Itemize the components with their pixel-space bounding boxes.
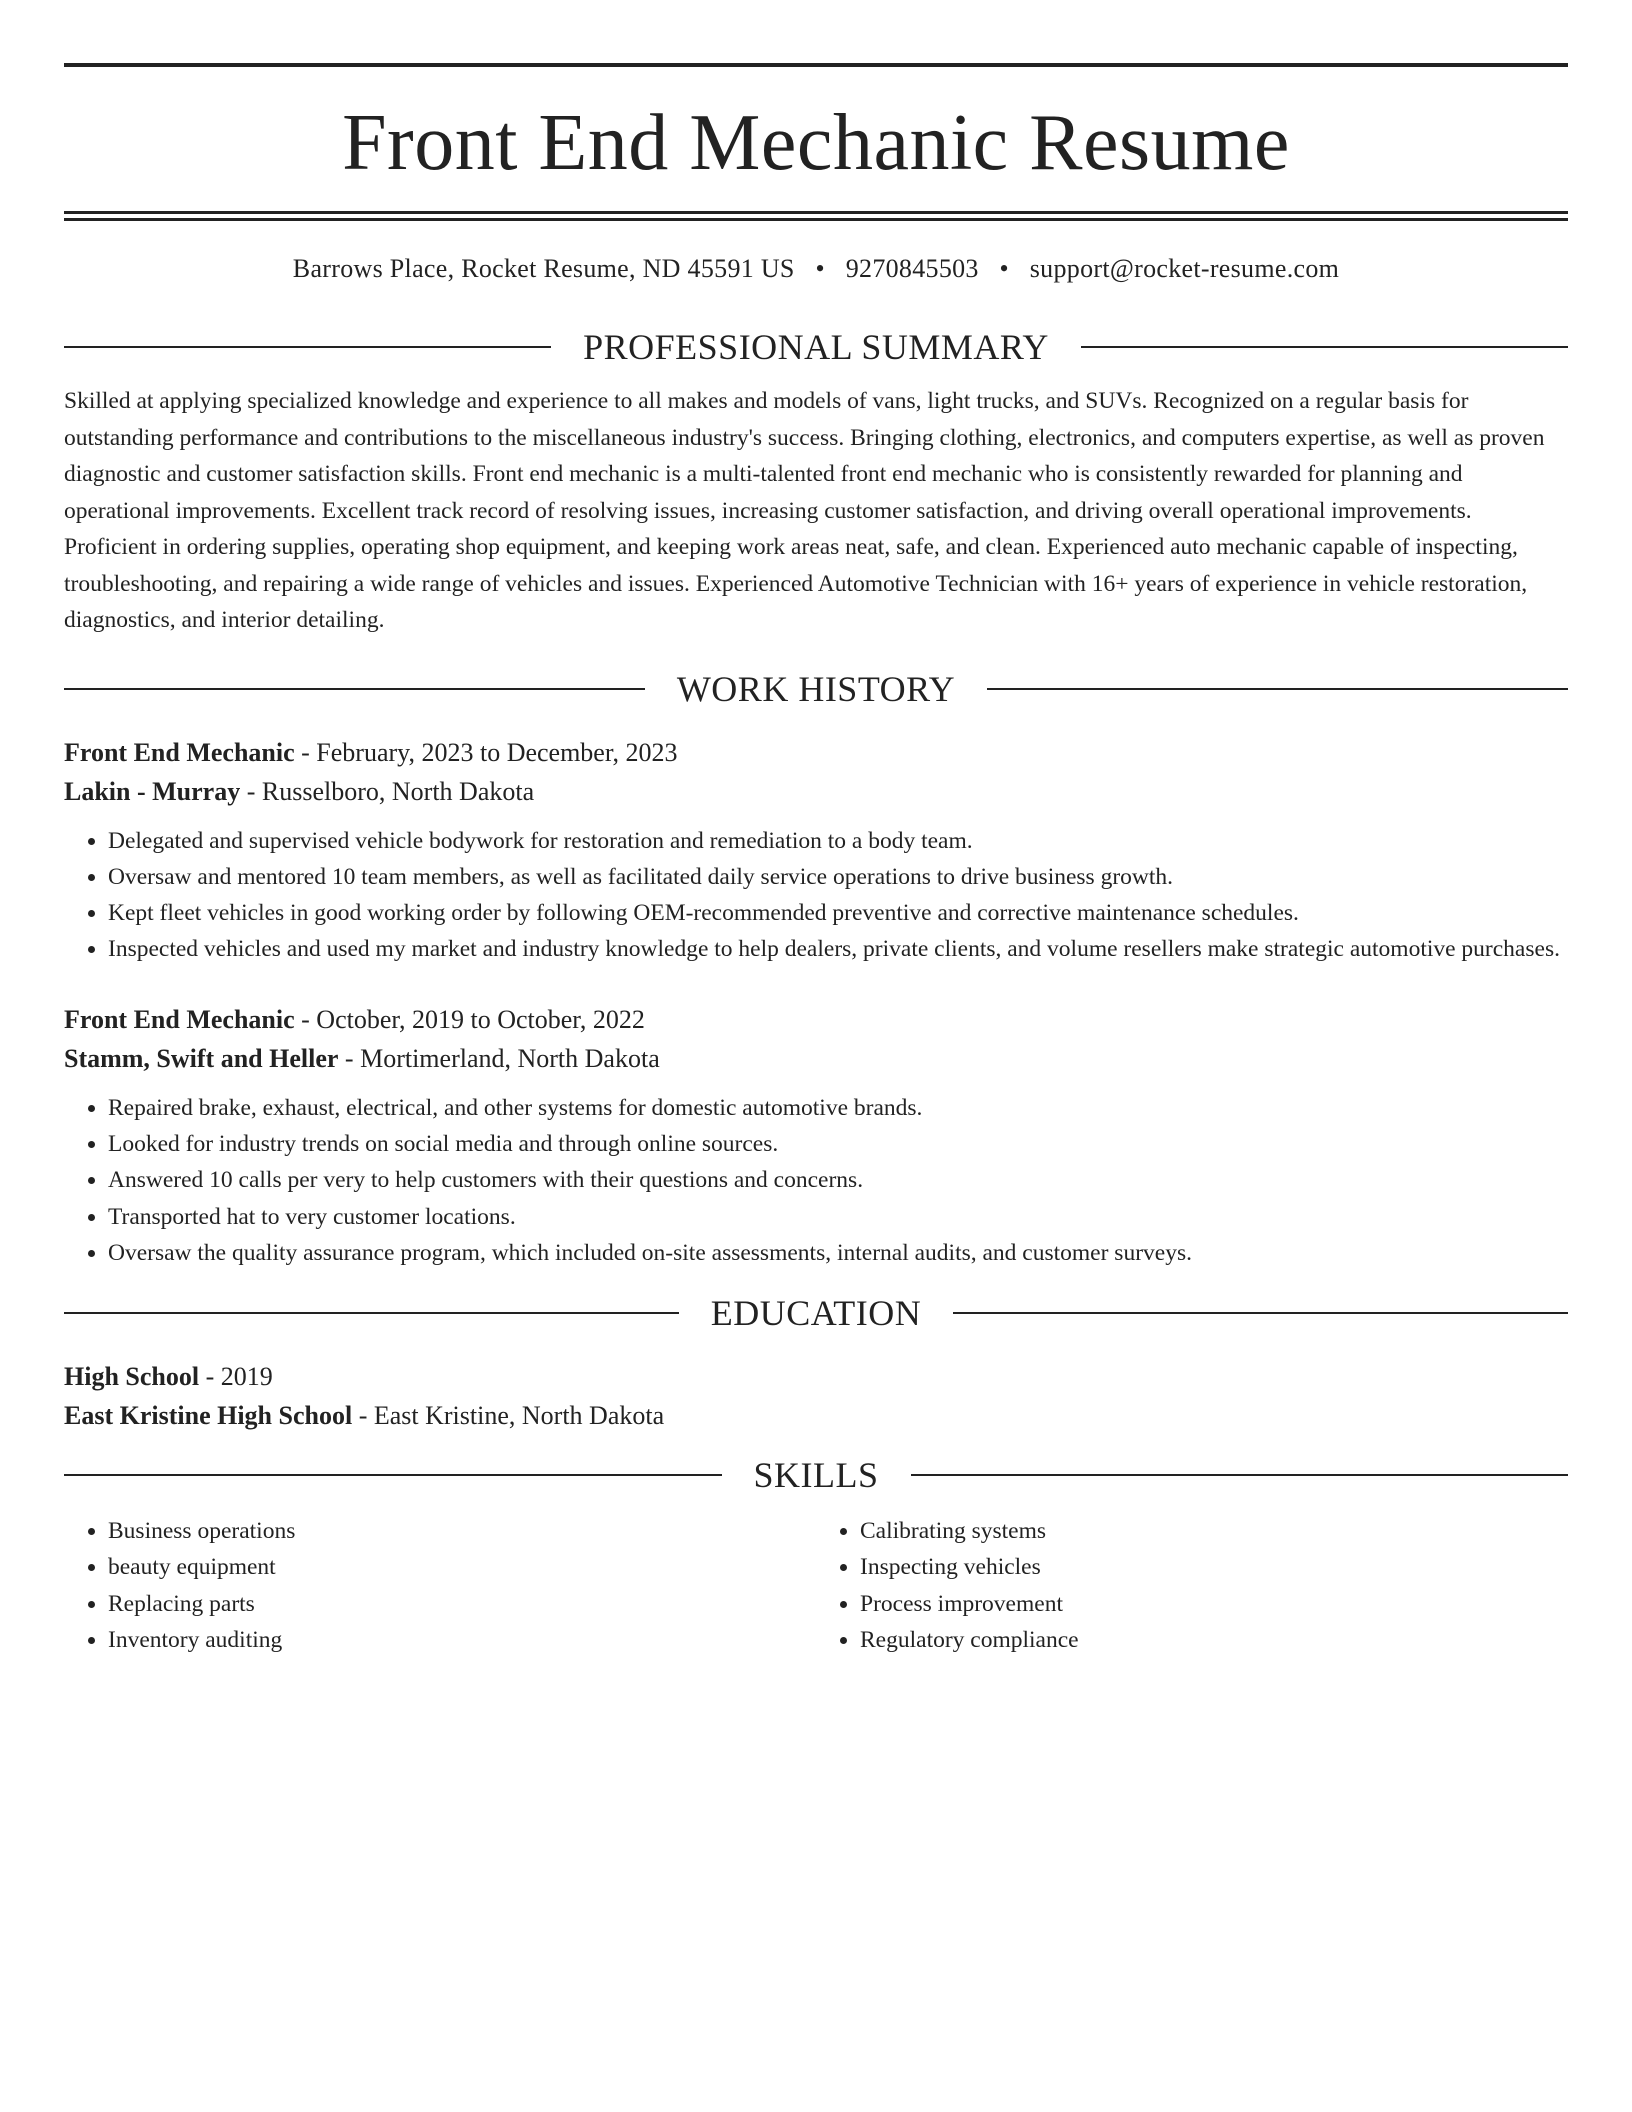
job-company: Stamm, Swift and Heller (64, 1043, 339, 1073)
list-item: • Inspected vehicles and used my market and industry knowledge to help dealers, private clients, and volume resellers make strategic automotive purchases. (108, 931, 1568, 967)
list-item: • Repaired brake, exhaust, electrical, and other systems for domestic automotive brands. (108, 1090, 1568, 1126)
education-school-line (64, 1396, 1568, 1435)
list-item: • Answered 10 calls per very to help customers with their questions and concerns. (108, 1162, 1568, 1198)
skills-section-heading (64, 1453, 1568, 1497)
education-school: East Kristine High School (64, 1401, 353, 1431)
heading-rule-left (64, 346, 551, 348)
list-item: • Replacing parts (108, 1586, 816, 1622)
list-item: • Oversaw the quality assurance program, which included on-site assessments, internal audits, and customer surveys. (108, 1235, 1568, 1271)
job-dates: - February, 2023 to December, 2023 (301, 737, 678, 767)
contact-separator: • (815, 254, 825, 283)
education-year: - 2019 (205, 1362, 273, 1392)
list-item: • Regulatory compliance (860, 1622, 1568, 1658)
section-title: PROFESSIONAL SUMMARY (583, 327, 1049, 367)
list-item: • Inspecting vehicles (860, 1549, 1568, 1585)
job-dates: - October, 2019 to October, 2022 (301, 1004, 645, 1034)
list-item: • Calibrating systems (860, 1513, 1568, 1549)
job-title-line (64, 1000, 1568, 1039)
job-entry (64, 733, 1568, 968)
contact-email: support@rocket-resume.com (1029, 254, 1340, 283)
title-double-rule (64, 211, 1568, 221)
resume-title: Front End Mechanic Resume (342, 99, 1290, 187)
education-entry (64, 1357, 1568, 1435)
skills-list (816, 1513, 1568, 1658)
list-item: • beauty equipment (108, 1549, 816, 1585)
contact-separator: • (999, 254, 1009, 283)
contact-address: Barrows Place, Rocket Resume, ND 45591 US (292, 254, 795, 283)
education-location: - East Kristine, North Dakota (358, 1401, 665, 1431)
list-item: • Inventory auditing (108, 1622, 816, 1658)
list-item: • Kept fleet vehicles in good working order by following OEM-recommended preventive and corrective maintenance schedules. (108, 895, 1568, 931)
work-section-heading (64, 667, 1568, 711)
contact-phone: 9270845503 (845, 254, 979, 283)
job-location: - Mortimerland, North Dakota (344, 1043, 660, 1073)
job-title: Front End Mechanic (64, 1004, 295, 1034)
top-rule (64, 63, 1568, 67)
skills-column-right (816, 1513, 1568, 1658)
job-bullets (64, 823, 1568, 968)
education-degree: High School (64, 1362, 200, 1392)
section-title: SKILLS (753, 1455, 879, 1496)
heading-rule-left (64, 688, 645, 690)
job-title-line (64, 733, 1568, 772)
skills-columns (64, 1513, 1568, 1658)
list-item: • Business operations (108, 1513, 816, 1549)
job-bullets (64, 1090, 1568, 1271)
skills-column-left (64, 1513, 816, 1658)
job-entry (64, 1000, 1568, 1271)
list-item: • Oversaw and mentored 10 team members, as well as facilitated daily service operations to drive business growth. (108, 859, 1568, 895)
list-item: • Delegated and supervised vehicle bodywork for restoration and remediation to a body team. (108, 823, 1568, 859)
list-item: • Process improvement (860, 1586, 1568, 1622)
education-degree-line (64, 1357, 1568, 1396)
heading-rule-left (64, 1474, 722, 1476)
job-location: - Russelboro, North Dakota (246, 776, 535, 806)
heading-rule-right (911, 1474, 1569, 1476)
summary-section-heading (64, 325, 1568, 369)
contact-line (64, 251, 1568, 287)
heading-rule-left (64, 1312, 679, 1314)
list-item: • Transported hat to very customer locations. (108, 1199, 1568, 1235)
heading-rule-right (1081, 346, 1568, 348)
skills-list (64, 1513, 816, 1658)
education-section-heading (64, 1291, 1568, 1335)
heading-rule-right (953, 1312, 1568, 1314)
job-title: Front End Mechanic (64, 737, 295, 767)
job-company: Lakin - Murray (64, 776, 241, 806)
job-company-line (64, 1039, 1568, 1078)
heading-rule-right (987, 688, 1568, 690)
job-company-line (64, 772, 1568, 811)
section-title: EDUCATION (710, 1293, 922, 1334)
summary-text: Skilled at applying specialized knowledge and experience to all makes and models of vans, light trucks, and SUVs. Recognized on a regular basis for outstanding performance and contributions to the miscellaneous industry's success. Bringing clothing, electronics, and computers expertise, as well as proven diagnostic and customer satisfaction skills. Front end mechanic is a multi-talented front end mechanic who is consistently rewarded for planning and operational improvements. Excellent track record of resolving issues, increasing customer satisfaction, and driving overall operational improvements. Proficient in ordering supplies, operating shop equipment, and keeping work areas neat, safe, and clean. Experienced auto mechanic capable of inspecting, troubleshooting, and repairing a wide range of vehicles and issues. Experienced Automotive Technician with 16+ years of experience in vehicle restoration, diagnostics, and interior detailing. (64, 388, 1545, 633)
section-title: WORK HISTORY (676, 668, 956, 709)
list-item: • Looked for industry trends on social media and through online sources. (108, 1126, 1568, 1162)
